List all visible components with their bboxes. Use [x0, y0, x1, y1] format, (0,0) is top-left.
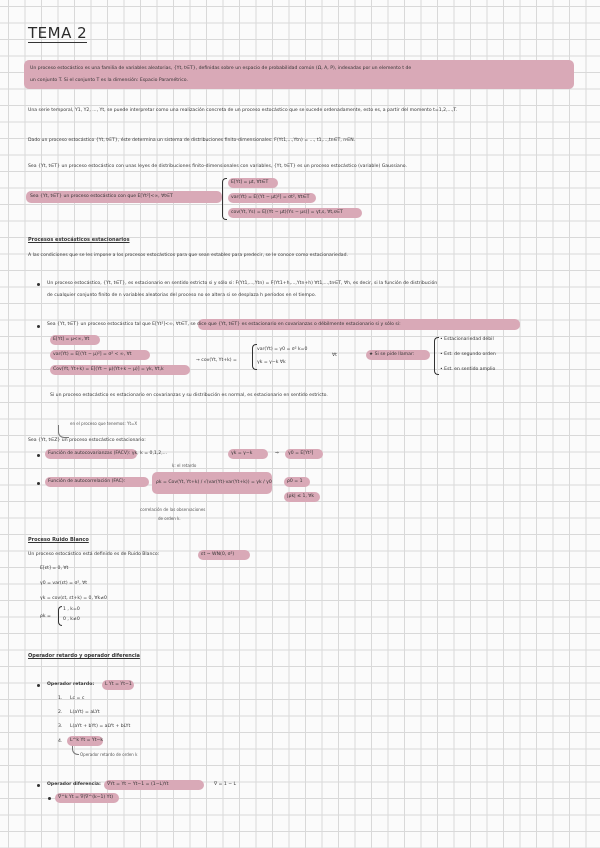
white-noise-intro: Un proceso estocástico está definido es de Ruido Blanco:	[28, 552, 160, 557]
cond-var: var(Yt) = E[(Yt − μ)²] = σ² < ∞, ∀t	[53, 352, 132, 357]
rho-note-2: de orden k.	[158, 516, 181, 521]
rho-zero: ρ0 = 1	[287, 479, 303, 484]
wn-rho: ρk =	[40, 614, 51, 619]
white-noise-def: εt ~ WN(0, σ²)	[201, 552, 235, 557]
wn-cov: γk = cov(εt, εt+k) = 0, ∀k≠0	[40, 596, 107, 601]
lag-item-3-num: 3.	[58, 724, 63, 729]
rho-note-1: correlación de las observaciones	[140, 507, 206, 512]
stationary-lead: Sea {Yt, t∈Z} un proceso estocástico estacionario:	[28, 438, 146, 443]
intro-highlight	[24, 60, 574, 89]
lag-item-3: L(aYt + bYt) = aLYt + bLYt	[70, 724, 131, 729]
diff-def: ∇Yt = Yt − Yt−1 = (1−L)Yt	[107, 782, 169, 787]
cond-cov: Cov(Yt, Yt+k) = E[(Yt − μ)(Yt+k − μ)] = γk, ∀t,k	[53, 367, 164, 372]
cov-case-2: γk = γ−k ∀k	[257, 360, 286, 365]
diff-op: ∇ = 1 − L	[214, 782, 237, 787]
moments-r3: cov(Yt, Ys) = E[(Yt − μt)(Ys − μs)] = γt,s, ∀t,s∈T	[231, 210, 343, 215]
facv-gamma0: γ0 = E[Yt²]	[288, 451, 314, 456]
wn-rho-case-1: 1 , k=0	[63, 607, 80, 612]
facv-label: Función de autocovarianzas (FACV): γk, k = 0,1,2,...	[48, 451, 168, 456]
annotation-process: en el proceso que tenemos: Yt=X	[70, 421, 138, 426]
moments-r2: var(Yt) = E[(Yt − μt)²] = σt², ∀t∈T	[231, 195, 310, 200]
intro-line-2: un conjunto T. Si el conjunto T es la dimensión: Espacio Paramétrico.	[30, 78, 188, 83]
strict-line-2: de cualquier conjunto finito de n variables aleatorias del proceso no se altera si se desplaza h períodos en el tiempo.	[47, 293, 317, 298]
wn-mean: E[εt] = 0, ∀t	[40, 566, 69, 571]
bullet-diff	[37, 784, 40, 787]
wn-brace	[58, 606, 62, 626]
lag-item-4-num: 4.	[58, 739, 63, 744]
lag-item-1-num: 1.	[58, 696, 63, 701]
facv-lag-note: k: el retardo	[172, 463, 197, 468]
rho-bound: |ρk| ≤ 1, ∀k	[287, 494, 315, 499]
diff-higher-order: ∇^k Yt = ∇(∇^(k−1) Yt)	[58, 795, 114, 800]
bullet-fac	[37, 482, 40, 485]
lag-item-2: L(aYt) = aLYt	[70, 710, 100, 715]
cov-side: ∀t	[332, 353, 337, 358]
cov-case-1: var(Yt) = γ0 = σ² k=0	[257, 347, 308, 352]
white-noise-heading: Proceso Ruido Blanco	[28, 537, 89, 543]
paragraph-3: Sea {Yt, t∈T} un proceso estocástico con unas leyes de distribuciones finito-dimensionales con variables, {Yt, t∈T} es un proceso estocástico (variable) Gaussiano.	[28, 164, 407, 169]
operators-heading: Operador retardo y operador diferencia	[28, 653, 140, 659]
cov-label: → cov(Yt, Yt+k) =	[196, 358, 237, 363]
bullet-weak	[37, 325, 40, 328]
lag-item-1: Lc = c	[70, 696, 85, 701]
moments-r1: E[Yt] = μt, ∀t∈T	[231, 180, 269, 185]
facv-symmetry: γk = γ−k	[231, 451, 253, 456]
paragraph-1: Una serie temporal, Y1, Y2, ..., Yt, se puede interpretar como una realización concreta de un proceso estocástico que se sucede ordenadamente, esto es, a partir del momento t=1,2,...,T.	[28, 108, 458, 113]
names-brace	[434, 337, 439, 375]
star-note: Si un proceso estocástico es estacionario en covarianzas y su distribución es normal, es estacionario en sentido estricto.	[50, 393, 328, 398]
lag-label: Operador retardo:	[47, 682, 95, 687]
section-stationary-intro: A las condiciones que se les impone a los procesos estocásticos para que sean estables para predecir, se le conoce como estacionariedad.	[28, 253, 348, 258]
fac-label: Función de autocorrelación (FAC):	[48, 479, 126, 484]
cond-mean: E[Yt] = μ<∞, ∀t	[53, 337, 90, 342]
paragraph-2: Dado un proceso estocástico {Yt, t∈T}, éste determina un sistema de distribuciones finito-dimensionales: F(Yt1,...,Ytn) = ..., t1,...,tn∈T, n∈N.	[28, 138, 356, 143]
moments-brace	[222, 178, 227, 220]
bullet-lag	[37, 684, 40, 687]
lag-item-4: L^k Yt = Yt−k	[70, 738, 104, 743]
rho-equation: ρk = Cov(Yt, Yt+k) / √(var(Yt)·var(Yt+k)) = γk / γ0	[156, 480, 272, 485]
lag-def: L Yt = Yt−1	[105, 682, 132, 687]
lag-item-2-num: 2.	[58, 710, 63, 715]
section-stationary-heading: Procesos estocásticos estacionarios	[28, 237, 130, 243]
bullet-strict	[37, 283, 40, 286]
wn-rho-case-2: 0 , k≠0	[63, 617, 80, 622]
wn-var: γ0 = var(εt) = σ², ∀t	[40, 581, 88, 586]
name-option-3: • Est. en sentido amplio	[440, 367, 496, 372]
annotation-curve	[58, 425, 69, 438]
strict-line-1: Un proceso estocástico, {Yt, t∈T}, es estacionario en sentido estricto si y sólo si: F(Yt1,...,Ytn) = F(Yt1+h,...,Ytn+h) ∀t1,...,tn∈T, ∀h, es decir, si la función de distribución	[47, 281, 438, 286]
name-option-2: • Est. de segundo orden	[440, 352, 496, 357]
facv-arrow: ⇒	[275, 451, 279, 456]
moments-lhs: Sea {Yt, t∈T} un proceso estocástico con que E[Yt²]<∞, ∀t∈T	[30, 194, 173, 199]
bullet-facv	[37, 454, 40, 457]
page-title: TEMA 2	[28, 24, 88, 42]
diff-label: Operador diferencia:	[47, 782, 101, 787]
lag-order-note: Operador retardo de orden k	[80, 752, 138, 757]
note-also-called: ★ Si se pide llamar:	[369, 352, 415, 357]
lag-order-curve	[72, 746, 79, 755]
intro-line-1: Un proceso estocástico es una familia de variables aleatorias, {Yt, t∈T}, definidas sobre un espacio de probabilidad común (Ω, A, P), indexadas por un elemento t de	[30, 66, 412, 71]
name-option-1: • Estacionariedad débil	[440, 337, 494, 342]
bullet-diff-sub	[48, 797, 51, 800]
weak-heading: Sea {Yt, t∈T} un proceso estocástico tal que E[Yt²]<∞, ∀t∈T, se dice que {Yt, t∈T} es estacionario en covarianzas o débilmente estacionario si y sólo si:	[47, 322, 401, 327]
